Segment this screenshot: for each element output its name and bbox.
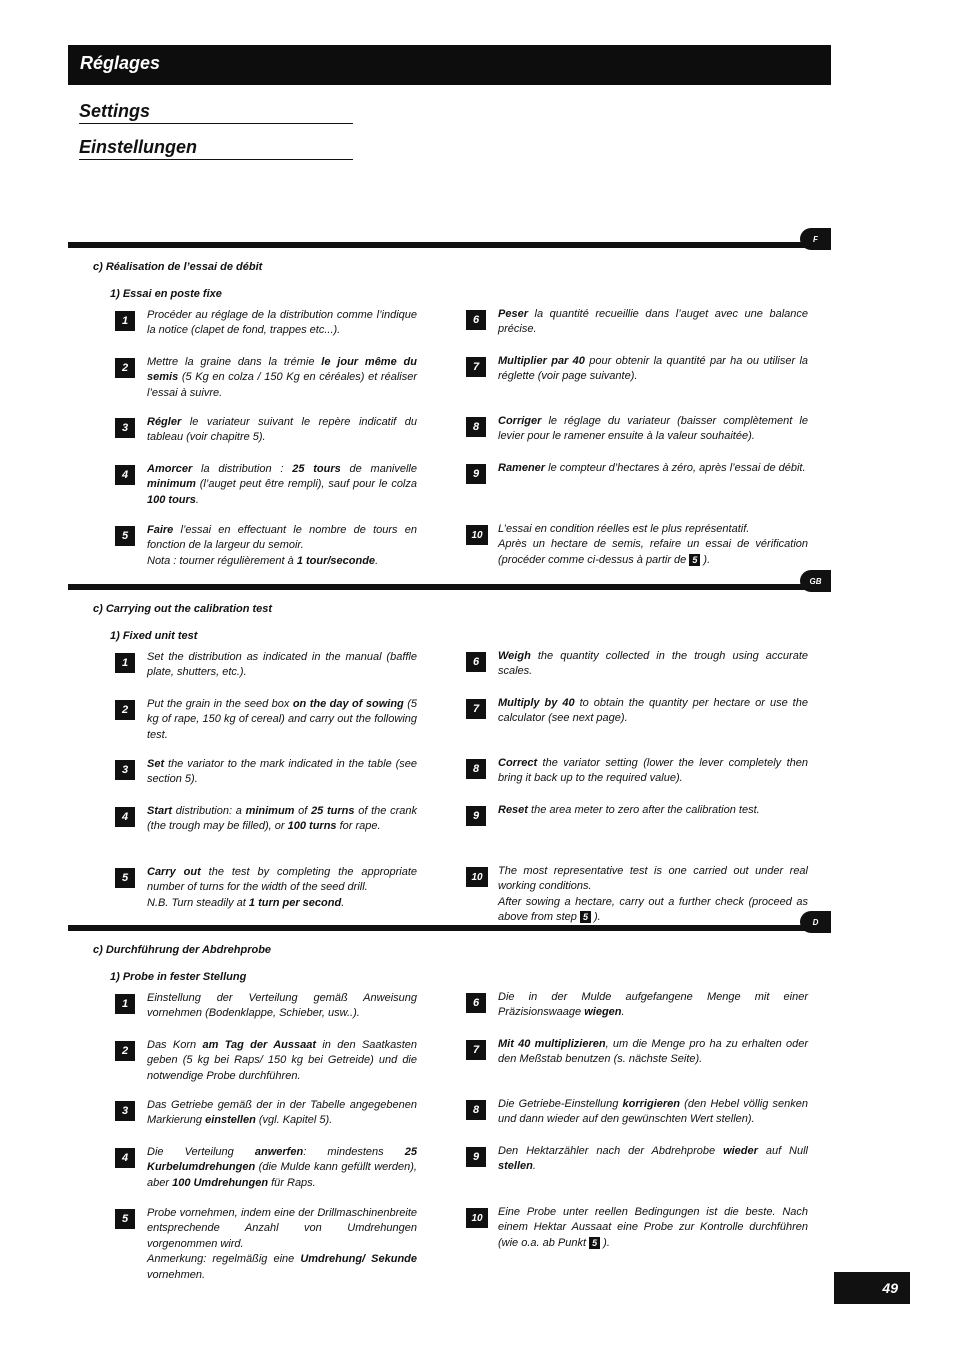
emphasis-text: le jour même du semis [147,356,417,384]
step-reference-badge: 5 [580,911,591,923]
step-number: 4 [115,807,135,827]
section-subtitle: 1) Fixed unit test [110,630,198,642]
section-title: c) Réalisation de l’essai de débit [93,261,263,273]
emphasis-text: Multiplier par 40 [498,355,585,367]
step-text: Das Getriebe gemäß der in der Tabelle angegebenen Markierung einstellen (vgl. Kapitel 5). [147,1099,417,1127]
step-text: Carry out the test by completing the appropriate number of turns for the width of the seed drill. N.B. Turn steadily at 1 turn per second. [147,866,417,909]
emphasis-text: Carry out [147,866,201,878]
step-number: 10 [466,525,488,545]
emphasis-text: Multiply by 40 [498,697,575,709]
emphasis-text: minimum [147,478,196,491]
section-title: c) Durchführung der Abdrehprobe [93,944,272,956]
page-number: 49 [834,1272,910,1304]
step-text: Procéder au réglage de la distribution comme l’indique la notice (clapet de fond, trappes etc...). [147,309,417,337]
step-number: 7 [466,357,486,377]
step-number: 7 [466,1040,486,1060]
step-number: 6 [466,652,486,672]
step-text: Reset the area meter to zero after the calibration test. [498,804,760,816]
step-number: 9 [466,464,486,484]
emphasis-text: einstellen [205,1114,256,1127]
step-text: L’essai en condition réelles est le plus représentatif. Après un hectare de semis, refaire un essai de vérification (procéder comme ci-dessus à partir de 5 ). [498,523,808,566]
emphasis-text: Weigh [498,650,531,662]
step-text: Corriger le réglage du variateur (baisser complètement le levier pour le ramener ensuite à la valeur souhaitée). [498,415,808,443]
language-badge: F [800,228,831,250]
emphasis-text: Reset [498,804,528,816]
emphasis-text: am Tag der Aussaat [202,1039,317,1051]
step-number: 10 [466,1208,488,1228]
language-badge: D [800,911,831,933]
step-number: 2 [115,1041,135,1061]
step-text: Start distribution: a minimum of 25 turns of the crank (the trough may be filled), or 100 turns for rape. [147,805,417,833]
step-text: Mettre la graine dans la trémie le jour même du semis (5 Kg en colza / 150 Kg en céréales) et réaliser l’essai à suivre. [147,356,417,399]
emphasis-text: Umdrehung/ Sekunde [300,1253,417,1266]
step-text: Set the distribution as indicated in the manual (baffle plate, shutters, etc.). [147,651,417,679]
step-number: 6 [466,993,486,1013]
step-text: Probe vornehmen, indem eine der Drillmaschinenbreite entsprechende Anzahl von Umdrehungen vorgenommen wird. Anmerkung: regelmäßig eine Umdrehung/ Sekunde vornehmen. [147,1207,417,1281]
emphasis-text: on the day of sowing [292,698,404,710]
emphasis-text: 25 turns [311,805,355,817]
step-reference-badge: 5 [689,554,700,566]
subtitle-settings: Settings [79,101,353,124]
step-text: Faire l’essai en effectuant le nombre de tours en fonction de la largeur du semoir. Nota : tourner régulièrement à 1 tour/seconde. [147,524,417,567]
language-badge: GB [800,570,831,592]
emphasis-text: stellen [498,1160,533,1173]
emphasis-text: 25 Kurbelumdrehungen [147,1146,417,1174]
step-text: Ramener le compteur d’hectares à zéro, après l’essai de débit. [498,462,806,474]
step-text: Set the variator to the mark indicated in the table (see section 5). [147,758,417,786]
step-text: Put the grain in the seed box on the day of sowing (5 kg of rape, 150 kg of cereal) and carry out the following test. [147,698,418,741]
step-number: 4 [115,1148,135,1168]
step-text: Eine Probe unter reellen Bedingungen ist die beste. Nach einem Hektar Aussaat eine Probe zur Kontrolle durchführen (wie o.a. ab Punkt 5 ). [498,1206,808,1249]
header-bar [68,45,831,85]
emphasis-text: Correct [498,757,538,769]
step-text: Correct the variator setting (lower the lever completely then bring it back up to the required value). [498,757,808,785]
step-number: 5 [115,868,135,888]
step-reference-badge: 5 [589,1237,600,1249]
step-text: Den Hektarzähler nach der Abdrehprobe wieder auf Null stellen. [498,1145,808,1173]
emphasis-text: 25 tours [292,463,341,475]
step-number: 3 [115,418,135,438]
emphasis-text: 1 turn per second [248,896,342,909]
section-subtitle: 1) Probe in fester Stellung [110,971,247,983]
section-rule [68,584,831,590]
emphasis-text: wiegen [584,1006,622,1019]
step-number: 5 [115,1209,135,1229]
step-number: 1 [115,994,135,1014]
emphasis-text: 100 tours [147,493,196,506]
step-text: The most representative test is one carried out under real working conditions. After sowing a hectare, carry out a further check (proceed as above from step 5 ). [498,865,808,924]
emphasis-text: Corriger [498,415,542,427]
emphasis-text: Start [147,805,173,817]
page-title: Réglages [80,53,161,73]
step-number: 3 [115,1101,135,1121]
emphasis-text: Régler [147,416,182,428]
step-number: 1 [115,311,135,331]
emphasis-text: wieder [723,1145,758,1157]
section-title: c) Carrying out the calibration test [93,603,273,615]
step-text: Multiply by 40 to obtain the quantity per hectare or use the calculator (see next page). [498,697,808,725]
step-number: 6 [466,310,486,330]
emphasis-text: Set [147,758,165,770]
subtitle-einstellungen: Einstellungen [79,137,353,160]
emphasis-text: 100 Umdrehungen [172,1176,269,1189]
step-text: Amorcer la distribution : 25 tours de manivelle minimum (l’auget peut être rempli), sauf pour le colza 100 tours. [147,463,417,506]
step-number: 2 [115,700,135,720]
step-number: 1 [115,653,135,673]
emphasis-text: Amorcer [147,463,193,475]
step-number: 2 [115,358,135,378]
step-text: Die in der Mulde aufgefangene Menge mit einer Präzisionswaage wiegen. [498,991,808,1019]
step-number: 8 [466,417,486,437]
emphasis-text: Faire [147,524,174,536]
section-subtitle: 1) Essai en poste fixe [110,288,222,300]
emphasis-text: korrigieren [622,1098,680,1110]
step-number: 3 [115,760,135,780]
emphasis-text: anwerfen [254,1146,304,1158]
step-number: 8 [466,1100,486,1120]
section-rule [68,242,831,248]
step-text: Die Verteilung anwerfen: mindestens 25 Kurbelumdrehungen (die Mulde kann gefüllt werden), aber 100 Umdrehungen für Raps. [147,1146,417,1189]
step-number: 7 [466,699,486,719]
emphasis-text: Ramener [498,462,546,474]
step-text: Multiplier par 40 pour obtenir la quantité par ha ou utiliser la réglette (voir page suivante). [498,355,809,383]
step-text: Das Korn am Tag der Aussaat in den Saatkasten geben (5 kg bei Raps/ 150 kg bei Getreide) und die notwendige Probe durchführen. [147,1039,417,1082]
step-number: 8 [466,759,486,779]
step-number: 9 [466,806,486,826]
step-number: 9 [466,1147,486,1167]
step-text: Mit 40 multiplizieren, um die Menge pro ha zu erhalten oder den Meßstab benutzen (s. nächste Seite). [498,1038,808,1066]
step-text: Weigh the quantity collected in the trough using accurate scales. [498,650,808,678]
emphasis-text: 100 turns [287,820,337,833]
section-rule [68,925,831,931]
step-text: Einstellung der Verteilung gemäß Anweisung vornehmen (Bodenklappe, Schieber, usw..). [147,992,417,1020]
step-text: Régler le variateur suivant le repère indicatif du tableau (voir chapitre 5). [147,416,417,444]
step-text: Peser la quantité recueillie dans l’auget avec une balance précise. [498,308,808,336]
emphasis-text: Peser [498,308,528,320]
step-text: Die Getriebe-Einstellung korrigieren (den Hebel völlig senken und dann wieder auf den gewünschten Wert stellen). [498,1098,808,1126]
emphasis-text: minimum [245,805,295,817]
step-number: 4 [115,465,135,485]
emphasis-text: Mit 40 multiplizieren [498,1038,606,1050]
emphasis-text: 1 tour/seconde [296,554,376,567]
step-number: 5 [115,526,135,546]
step-number: 10 [466,867,488,887]
